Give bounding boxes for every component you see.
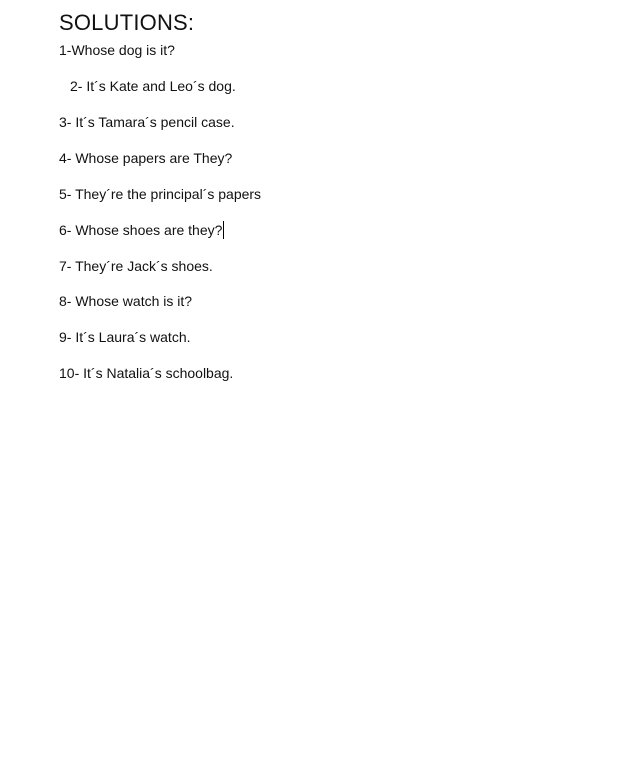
solution-line-8: 8- Whose watch is it? xyxy=(59,293,193,309)
text-cursor xyxy=(223,221,224,239)
solution-line-4: 4- Whose papers are They? xyxy=(59,150,233,166)
solution-line-6-container xyxy=(59,221,224,239)
document-title: SOLUTIONS: xyxy=(59,10,195,35)
solution-line-10: 10- It´s Natalia´s schoolbag. xyxy=(59,365,234,381)
solution-line-9: 9- It´s Laura´s watch. xyxy=(59,329,191,345)
solution-line-7: 7- They´re Jack´s shoes. xyxy=(59,258,213,274)
solution-line-2: 2- It´s Kate and Leo´s dog. xyxy=(70,78,236,94)
solution-line-3: 3- It´s Tamara´s pencil case. xyxy=(59,114,235,130)
solution-line-1: 1-Whose dog is it? xyxy=(59,42,175,58)
solution-line-5: 5- They´re the principal´s papers xyxy=(59,186,262,202)
solution-line-6: 6- Whose shoes are they? xyxy=(59,222,223,238)
